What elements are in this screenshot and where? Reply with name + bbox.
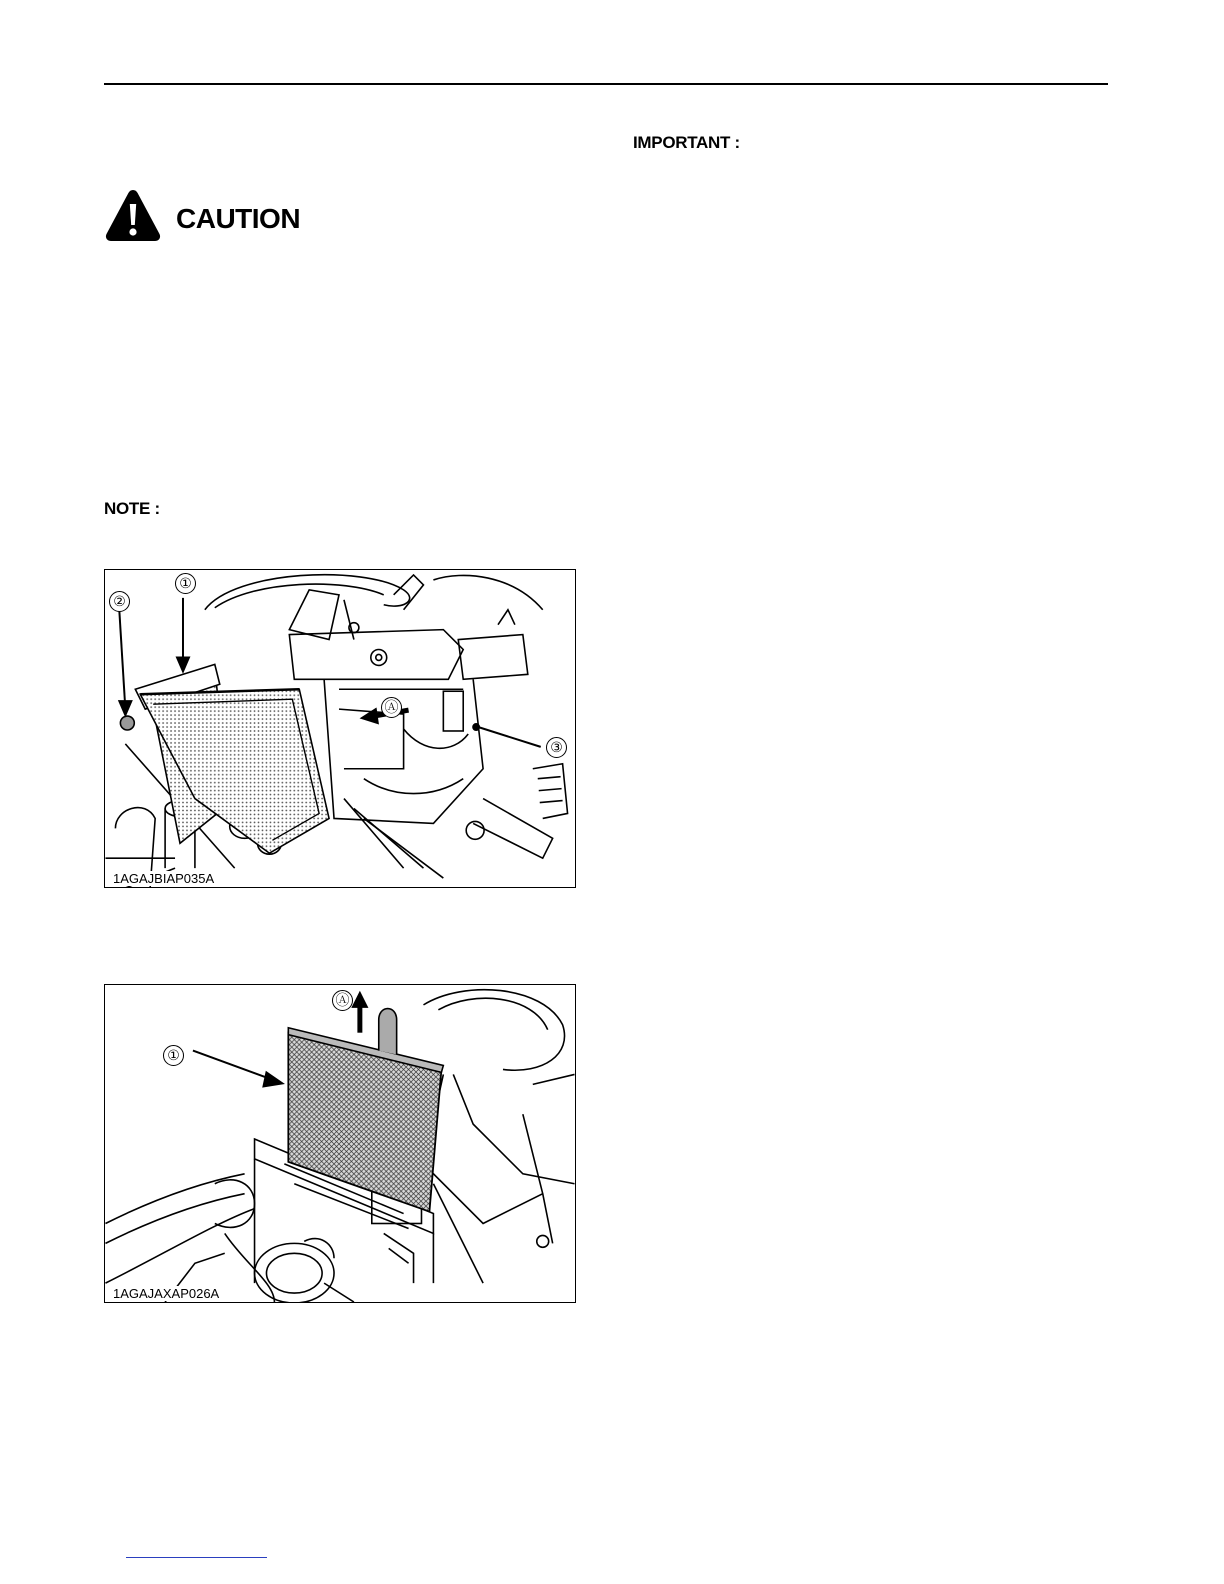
caution-heading	[104, 187, 300, 243]
figure-air-filter-lift	[104, 984, 576, 1303]
warning-triangle-icon	[104, 187, 162, 243]
figure-code: 1AGAJBIAP035A	[113, 871, 215, 886]
callout-1: ①	[163, 1045, 184, 1066]
important-heading: IMPORTANT :	[633, 133, 740, 152]
figure-code: 1AGAJAXAP026A	[113, 1286, 220, 1301]
filter-removal-illustration	[105, 570, 575, 887]
callout-3: ③	[546, 737, 567, 758]
callout-a: Ⓐ	[332, 990, 353, 1011]
callout-2: ②	[109, 591, 130, 612]
header-rule	[104, 83, 1108, 85]
callout-1: ①	[175, 573, 196, 594]
link-underline	[126, 1557, 267, 1558]
note-heading: NOTE :	[104, 499, 160, 518]
callout-a: Ⓐ	[381, 697, 402, 718]
filter-lift-illustration	[105, 985, 575, 1302]
figure-air-filter-removal	[104, 569, 576, 888]
caution-label: CAUTION	[176, 203, 301, 234]
